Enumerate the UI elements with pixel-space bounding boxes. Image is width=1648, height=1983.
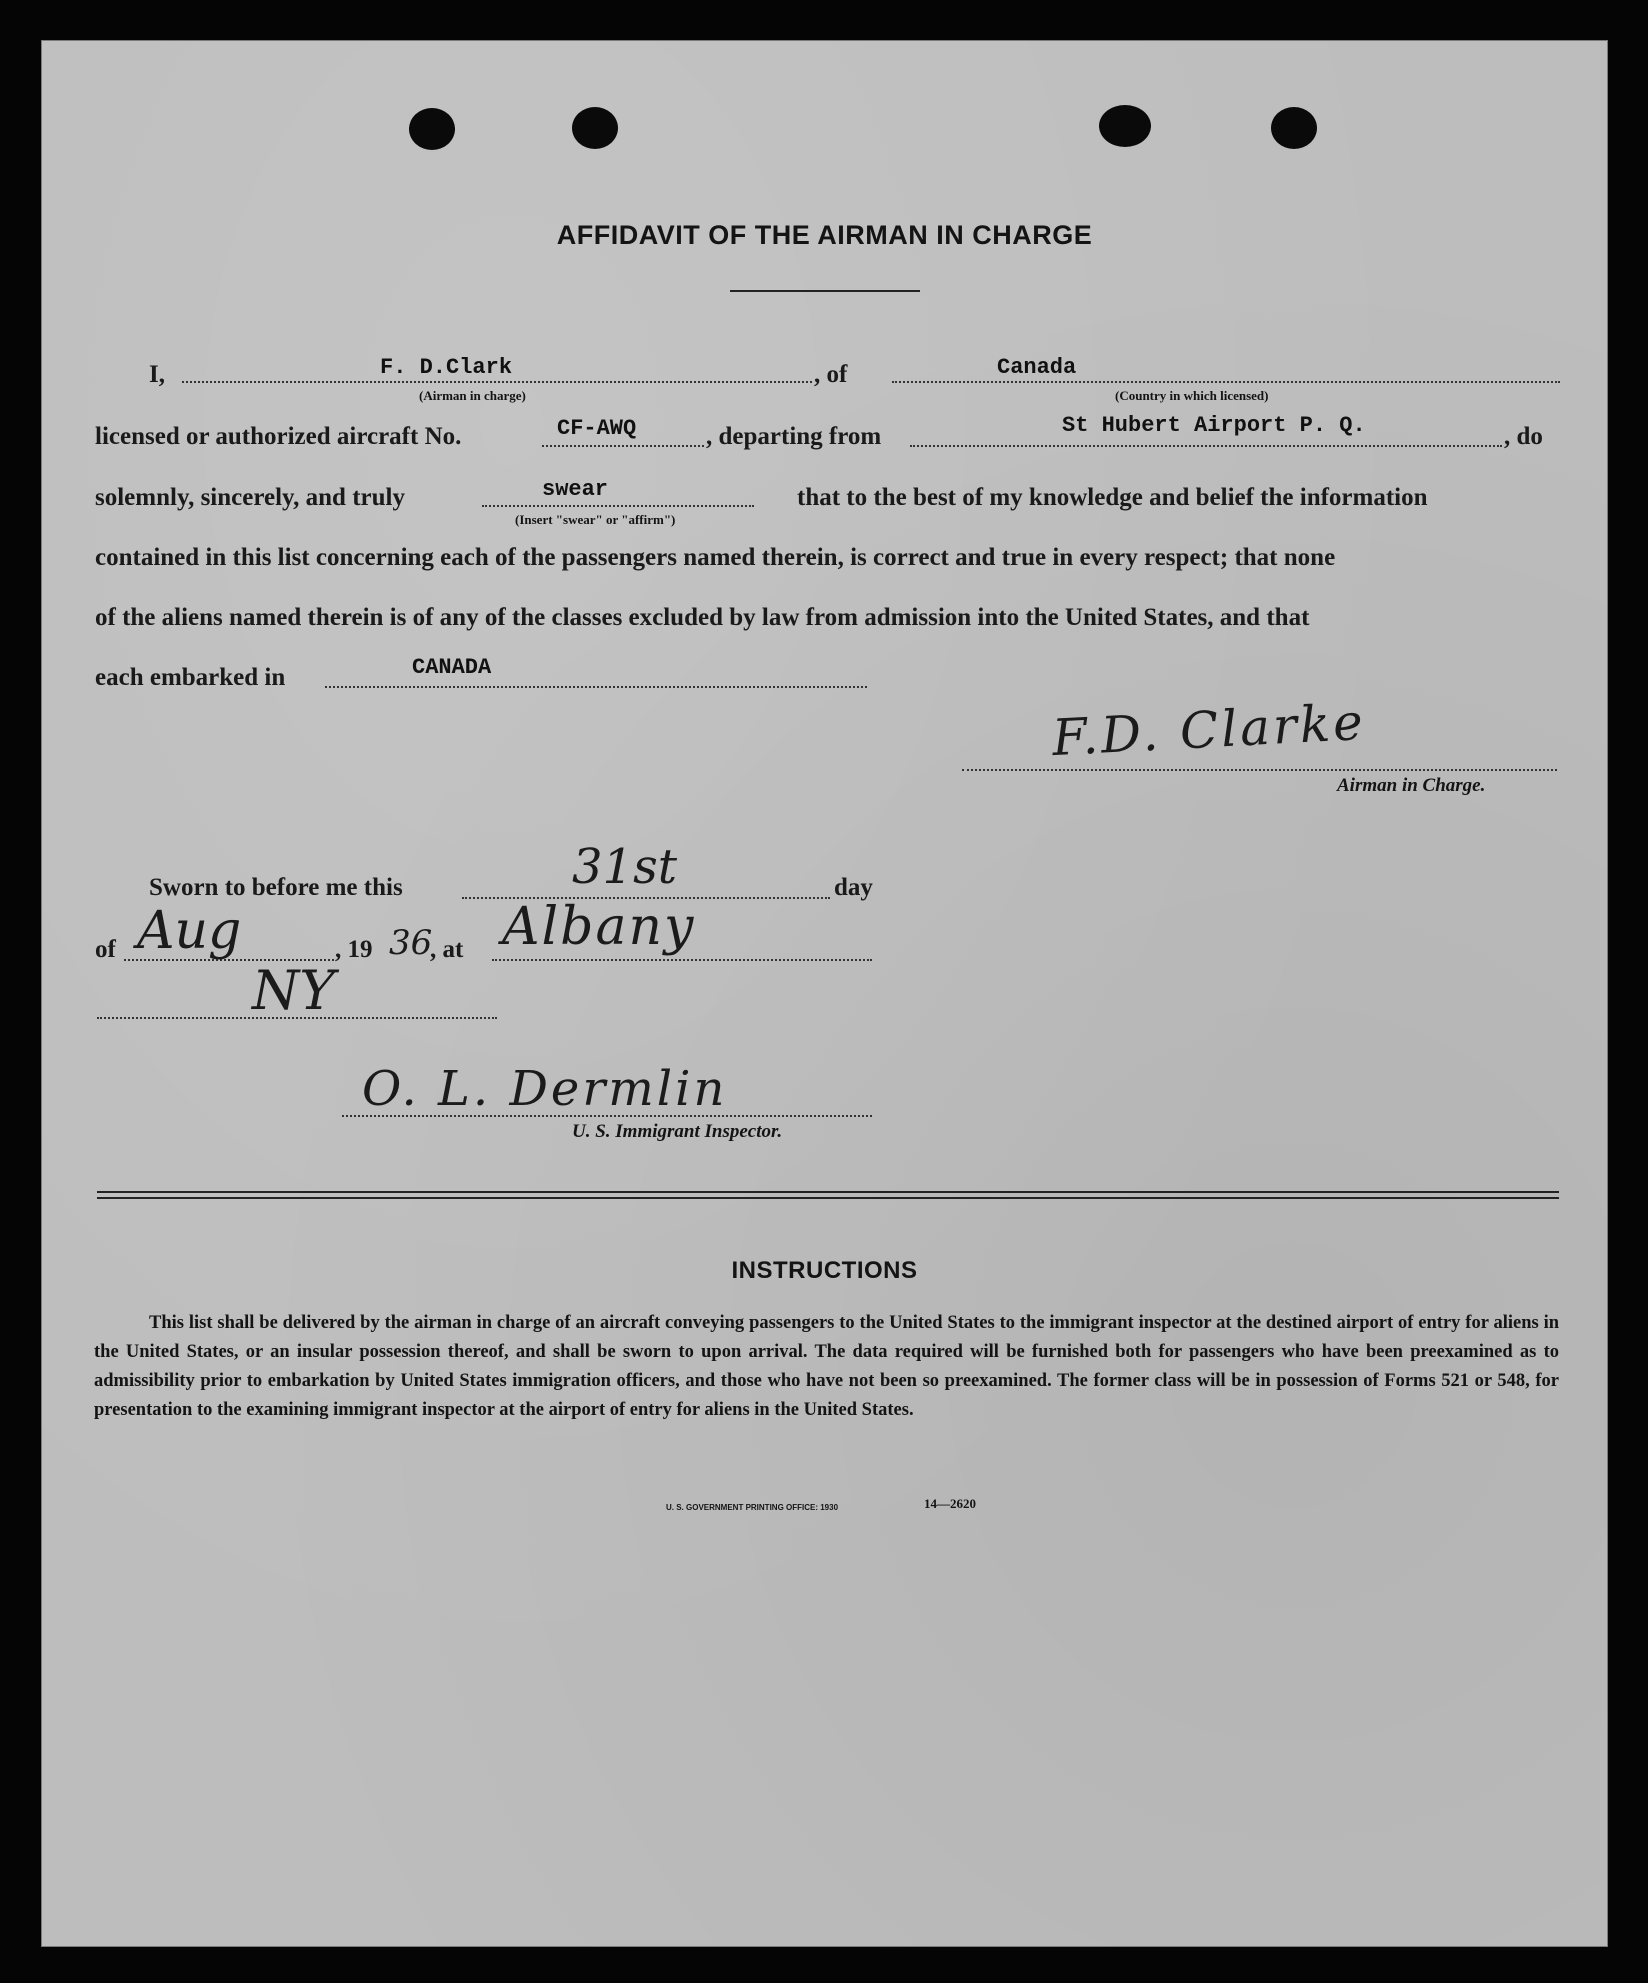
oath-value: swear [542,477,609,502]
inspector-caption: U. S. Immigrant Inspector. [572,1121,783,1142]
sworn-place-line [492,959,872,961]
country-value: Canada [997,355,1077,380]
airman-signature-line [962,769,1557,771]
sworn-day-value: 31st [572,839,677,895]
aircraft-no-value: CF-AWQ [557,416,637,441]
airman-name-value: F. D.Clark [380,355,513,380]
sworn-state-value: NY [252,959,335,1022]
punch-hole [572,107,618,149]
aircraft-no-line [542,445,704,447]
country-caption: (Country in which licensed) [1115,388,1269,403]
line6-prefix: each embarked in [95,664,286,691]
sworn-at-label: , at [430,936,464,963]
embarked-line [325,686,867,688]
sworn-year-value: 36 [389,923,433,963]
instructions-heading: INSTRUCTIONS [731,1257,918,1284]
section-divider [97,1197,1559,1199]
country-line [892,381,1560,383]
punch-hole [409,108,455,150]
airman-signature: F.D. Clarke [1050,692,1368,768]
line3-suffix: that to the best of my knowledge and belief the information [797,484,1428,511]
sworn-month-value: Aug [137,901,242,961]
airman-signature-caption: Airman in Charge. [1337,775,1486,796]
line2-prefix: licensed or authorized aircraft No. [95,423,462,450]
section-divider [97,1191,1559,1193]
oath-line [482,505,754,507]
page-title: AFFIDAVIT OF THE AIRMAN IN CHARGE [556,220,1093,250]
airman-name-line [182,381,812,383]
line3-prefix: solemnly, sincerely, and truly [95,484,405,511]
departing-label: , departing from [706,423,882,450]
punch-hole [1099,105,1151,147]
instructions-text: This list shall be delivered by the airman in charge of an aircraft conveying passengers to the United States to the immigrant inspector at the destined airport of entry for aliens in the United States, or an insular possession thereof, and shall be sworn to upon arrival. The data required will be furnished both for passengers who have been preexamined as to admissibility prior to embarkation by United States immigration officers, and those who have not been so preexamined. The former class will be in possession of Forms 521 or 548, for presentation to the examining immigrant inspector at the airport of entry for aliens in the United States. [94,1313,1559,1420]
affidavit-line5: of the aliens named therein is of any of the classes excluded by law from admission into the United States, and that [95,604,1310,631]
sworn-prefix: Sworn to before me this [149,874,403,901]
inspector-signature-line [342,1115,872,1117]
sworn-year-prefix: , 19 [335,936,373,963]
inspector-signature: O. L. Dermlin [362,1061,728,1117]
oath-caption: (Insert "swear" or "affirm") [515,512,676,527]
sworn-day-label: day [834,874,873,901]
of-label: , of [814,361,848,388]
document-page [41,40,1608,1947]
departure-line [910,445,1502,447]
printer-imprint: U. S. GOVERNMENT PRINTING OFFICE: 1930 [666,1503,839,1512]
embarked-value: CANADA [412,655,492,680]
form-number: 14—2620 [924,1496,976,1511]
sworn-place-value: Albany [502,897,696,957]
title-rule [730,290,920,292]
affidavit-line4: contained in this list concerning each of the passengers named therein, is correct and true in every respect; that none [95,544,1336,571]
punch-hole [1271,107,1317,149]
departure-value: St Hubert Airport P. Q. [1062,413,1366,438]
line1-prefix: I, [149,361,165,388]
sworn-state-line [97,1017,497,1019]
airman-caption: (Airman in charge) [419,388,526,403]
sworn-of-label: of [95,936,116,963]
do-label: , do [1504,423,1543,450]
